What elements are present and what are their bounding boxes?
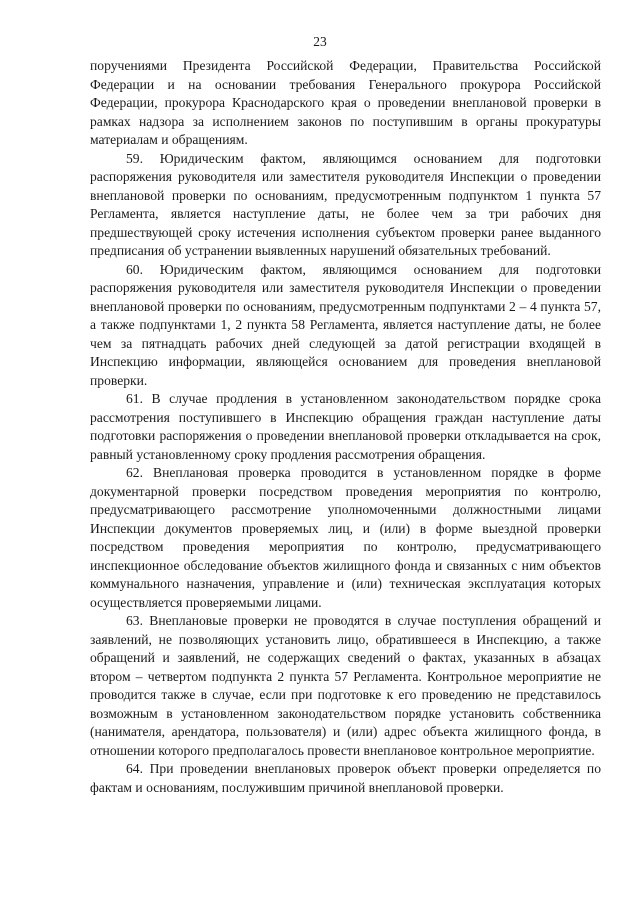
- paragraph-62: 62. Внеплановая проверка проводится в установленном порядке в форме документарной проверки посредством проведения мероприятия по контролю, предусматривающего рассмотрение уполномоченными должностными лицами Инспекции документов проверяемых лиц, и (или) в форме выездной проверки посредством проведения мероприятия по контролю, предусматривающего инспекционное обследование объектов жилищного фонда и связанных с ним объектов коммунального назначения, управление и (или) техническая эксплуатация которых осуществляется проверяемыми лицами.: [90, 465, 601, 610]
- paragraph-60: 60. Юридическим фактом, являющимся основанием для подготовки распоряжения руководителя или заместителя руководителя Инспекции о проведении внеплановой проверки по основаниям, предусмотренным подпунктами 2 – 4 пункта 57, а также подпунктами 1, 2 пункта 58 Регламента, является наступление даты, не более чем за пятнадцать рабочих дней следующей за датой регистрации входящей в Инспекцию информации, являющейся основанием для проведения внеплановой проверки.: [90, 261, 601, 388]
- document-body: [90, 57, 601, 797]
- paragraph-59: 59. Юридическим фактом, являющимся основанием для подготовки распоряжения руководителя или заместителя руководителя Инспекции о проведении внеплановой проверки по основаниям, предусмотренным подпунктом 1 пункта 57 Регламента, является наступление даты, не более чем за три рабочих дня предшествующей сроку истечения исполнения субъектом проверки ранее выданного предписания об устранении выявленных нарушений обязательных требований.: [90, 150, 601, 258]
- paragraph-61: 61. В случае продления в установленном законодательством порядке срока рассмотрения поступившего в Инспекцию обращения граждан наступление даты подготовки распоряжения о проведении внеплановой проверки откладывается на срок, равный установленному сроку продления рассмотрения обращения.: [90, 391, 601, 462]
- paragraph-63: 63. Внеплановые проверки не проводятся в случае поступления обращений и заявлений, не позволяющих установить лицо, обратившееся в Инспекцию, а также обращений и заявлений, не содержащих сведений о фактах, указанных в абзацах втором – четвертом подпункта 2 пункта 57 Регламента. Контрольное мероприятие не проводится также в случае, если при подготовке к его проведению не представилось возможным в установленном законодательством порядке установить собственника (нанимателя, арендатора, пользователя) и (или) адрес объекта жилищного фонда, в отношении которого предполагалось провести внеплановое контрольное мероприятие.: [90, 613, 601, 758]
- paragraph-continuation: поручениями Президента Российской Федерации, Правительства Российской Федерации и на основании требования Генерального прокурора Российской Федерации, прокурора Краснодарского края о проведении внеплановой проверки в рамках надзора за исполнением законов по поступившим в органы прокуратуры материалам и обращениям.: [90, 58, 601, 147]
- paragraph-64: 64. При проведении внеплановых проверок объект проверки определяется по фактам и основаниям, послужившим причиной внеплановой проверки.: [90, 761, 601, 795]
- page-number: 23: [313, 34, 327, 49]
